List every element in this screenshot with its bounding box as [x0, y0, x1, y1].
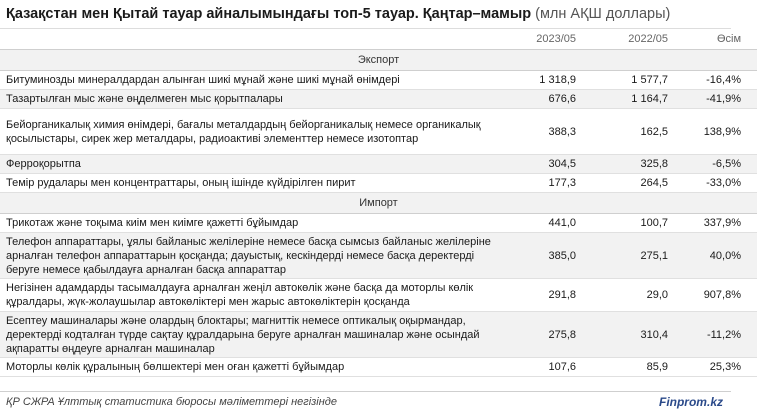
- row-growth: 138,9%: [674, 109, 757, 155]
- row-value-2022: 310,4: [582, 312, 674, 358]
- row-value-2022: 325,8: [582, 155, 674, 174]
- row-name: Ферроқорытпа: [0, 155, 512, 174]
- table-row: [0, 358, 757, 377]
- row-value-2023: 304,5: [512, 155, 582, 174]
- row-name: Тазартылған мыс және өңделмеген мыс қорытпалары: [0, 90, 512, 109]
- table-row: [0, 90, 757, 109]
- table-header-row: [0, 29, 757, 50]
- trade-table: [0, 29, 757, 377]
- row-name: Темір рудалары мен концентраттары, оның ішінде күйдірілген пирит: [0, 174, 512, 193]
- row-name: Негізінен адамдарды тасымалдауға арналған жеңіл автокөлік және басқа да моторлы көлік құралдары, жүк-жолаушылар автокөліктері мен жарыс автокөліктерін қосқанда: [0, 279, 512, 312]
- row-value-2023: 177,3: [512, 174, 582, 193]
- row-growth: 25,3%: [674, 358, 757, 377]
- footer: [0, 391, 731, 411]
- table-row: [0, 214, 757, 233]
- row-value-2022: 1 577,7: [582, 71, 674, 90]
- page-title: Қазақстан мен Қытай тауар айналымындағы топ-5 тауар. Қаңтар–мамыр: [6, 6, 532, 22]
- table-row: [0, 155, 757, 174]
- row-value-2023: 107,6: [512, 358, 582, 377]
- brand-logo: Finprom.kz: [658, 394, 723, 409]
- row-name: Телефон аппараттары, ұялы байланыс желілеріне немесе басқа сымсыз байланыс желілеріне арналған телефон аппараттарын қосқанда; дауыстық, кескіндерді немесе басқа деректерді беруге немесе қабылдауға арналған басқа аппараттар: [0, 233, 512, 279]
- table-row: [0, 71, 757, 90]
- row-value-2023: 388,3: [512, 109, 582, 155]
- row-value-2022: 85,9: [582, 358, 674, 377]
- header-name-cell: [0, 29, 512, 50]
- row-name: Моторлы көлік құралының бөлшектері мен оған қажетті бұйымдар: [0, 358, 512, 377]
- row-growth: 907,8%: [674, 279, 757, 312]
- row-value-2022: 275,1: [582, 233, 674, 279]
- row-growth: -6,5%: [674, 155, 757, 174]
- row-name: Трикотаж және тоқыма киім мен киімге қажетті бұйымдар: [0, 214, 512, 233]
- row-value-2022: 29,0: [582, 279, 674, 312]
- row-value-2023: 291,8: [512, 279, 582, 312]
- row-value-2022: 100,7: [582, 214, 674, 233]
- row-value-2022: 1 164,7: [582, 90, 674, 109]
- row-growth: -33,0%: [674, 174, 757, 193]
- row-value-2022: 162,5: [582, 109, 674, 155]
- header-col-2022: 2022/05: [582, 29, 674, 50]
- table-row: [0, 109, 757, 155]
- table-row: [0, 174, 757, 193]
- section-label: Импорт: [0, 193, 757, 214]
- section-header-export: [0, 50, 757, 71]
- row-growth: -11,2%: [674, 312, 757, 358]
- row-value-2023: 385,0: [512, 233, 582, 279]
- unit-label: (млн АҚШ доллары): [535, 6, 671, 22]
- row-name: Есептеу машиналары және олардың блоктары; магниттік немесе оптикалық оқырмандар, деректерді кодталған түрде сақтау құралдарына беруге арналған машиналар және осындай ақпаратты өңдеуге арналған машиналар: [0, 312, 512, 358]
- table-row: [0, 279, 757, 312]
- table-row: [0, 312, 757, 358]
- row-name: Бейорганикалық химия өнімдері, бағалы металдардың бейорганикалық немесе органикалық қосылыстары, сирек жер металдары, радиоактиві элементтер немесе изотоптар: [0, 109, 512, 155]
- row-value-2023: 441,0: [512, 214, 582, 233]
- row-value-2022: 264,5: [582, 174, 674, 193]
- title-bar: [0, 0, 731, 29]
- section-label: Экспорт: [0, 50, 757, 71]
- table-row: [0, 233, 757, 279]
- row-value-2023: 275,8: [512, 312, 582, 358]
- header-col-growth: Өсім: [674, 29, 757, 50]
- section-header-import: [0, 193, 757, 214]
- row-growth: 40,0%: [674, 233, 757, 279]
- source-note: ҚР СЖРА Ұлттық статистика бюросы мәліметтері негізінде: [6, 395, 337, 408]
- row-value-2023: 676,6: [512, 90, 582, 109]
- row-name: Битуминозды минералдардан алынған шикі мұнай және шикі мұнай өнімдері: [0, 71, 512, 90]
- row-growth: 337,9%: [674, 214, 757, 233]
- header-col-2023: 2023/05: [512, 29, 582, 50]
- row-growth: -16,4%: [674, 71, 757, 90]
- row-value-2023: 1 318,9: [512, 71, 582, 90]
- row-growth: -41,9%: [674, 90, 757, 109]
